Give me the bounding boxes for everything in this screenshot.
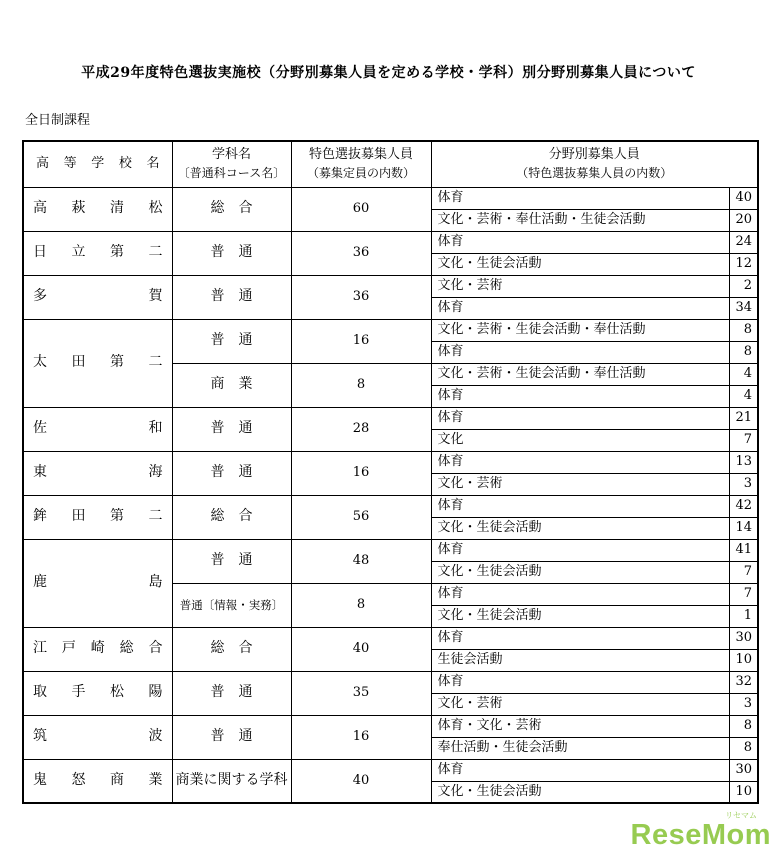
field-count-cell: 30 <box>729 759 758 781</box>
quota-cell: 60 <box>291 187 431 231</box>
resemom-logo-subtext: リセマム <box>725 811 757 820</box>
quota-cell: 35 <box>291 671 431 715</box>
field-count-cell: 4 <box>729 363 758 385</box>
header-field-line1: 分野別募集人員 <box>548 147 640 163</box>
field-name-cell: 体育 <box>431 627 729 649</box>
header-field-line2: （特色選抜募集人員の内数） <box>516 165 673 180</box>
field-name-cell: 生徒会活動 <box>431 649 729 671</box>
quota-cell: 16 <box>291 715 431 759</box>
dept-cell: 総 合 <box>172 187 291 231</box>
field-count-cell: 7 <box>729 561 758 583</box>
quota-cell: 56 <box>291 495 431 539</box>
dept-cell: 商 業 <box>172 363 291 407</box>
quota-cell: 36 <box>291 275 431 319</box>
field-name-cell: 体育 <box>431 495 729 517</box>
field-name-cell: 体育・文化・芸術 <box>431 715 729 737</box>
field-name-cell: 文化・芸術・生徒会活動・奉仕活動 <box>431 319 729 341</box>
dept-cell: 総 合 <box>172 495 291 539</box>
school-name-cell: 太 田 第 二 <box>23 319 172 407</box>
dept-cell: 普 通 <box>172 275 291 319</box>
field-name-cell: 体育 <box>431 539 729 561</box>
table-row <box>23 759 758 781</box>
table-row <box>23 451 758 473</box>
quota-cell: 8 <box>291 583 431 627</box>
field-name-cell: 文化・芸術 <box>431 693 729 715</box>
field-count-cell: 7 <box>729 583 758 605</box>
field-name-cell: 体育 <box>431 759 729 781</box>
field-name-cell: 文化・芸術・生徒会活動・奉仕活動 <box>431 363 729 385</box>
header-row <box>23 141 758 187</box>
table-header <box>23 141 758 187</box>
field-name-cell: 体育 <box>431 407 729 429</box>
field-count-cell: 42 <box>729 495 758 517</box>
school-name-cell: 江 戸 崎 総 合 <box>23 627 172 671</box>
school-name-cell: 多 賀 <box>23 275 172 319</box>
header-school <box>23 141 172 187</box>
field-name-cell: 文化 <box>431 429 729 451</box>
field-name-cell: 体育 <box>431 583 729 605</box>
field-name-cell: 文化・芸術・奉仕活動・生徒会活動 <box>431 209 729 231</box>
dept-cell: 普 通 <box>172 407 291 451</box>
field-name-cell: 文化・生徒会活動 <box>431 253 729 275</box>
table-row <box>23 539 758 561</box>
field-count-cell: 8 <box>729 319 758 341</box>
field-count-cell: 12 <box>729 253 758 275</box>
header-quota-line2: （募集定員の内数） <box>306 165 415 180</box>
field-count-cell: 21 <box>729 407 758 429</box>
dept-cell: 商業に関する学科 <box>172 759 291 803</box>
quota-cell: 36 <box>291 231 431 275</box>
table-row <box>23 715 758 737</box>
dept-cell: 普 通 <box>172 715 291 759</box>
field-name-cell: 文化・生徒会活動 <box>431 781 729 803</box>
field-count-cell: 3 <box>729 693 758 715</box>
table-row <box>23 407 758 429</box>
table-row <box>23 671 758 693</box>
field-name-cell: 文化・生徒会活動 <box>431 605 729 627</box>
table-row <box>23 319 758 341</box>
field-count-cell: 34 <box>729 297 758 319</box>
field-count-cell: 24 <box>729 231 758 253</box>
course-type-label: 全日制課程 <box>25 113 91 128</box>
quota-cell: 48 <box>291 539 431 583</box>
dept-cell: 普 通 <box>172 319 291 363</box>
recruitment-table <box>22 140 759 804</box>
table-row <box>23 187 758 209</box>
field-name-cell: 体育 <box>431 451 729 473</box>
quota-cell: 8 <box>291 363 431 407</box>
school-name-cell: 東 海 <box>23 451 172 495</box>
field-name-cell: 体育 <box>431 671 729 693</box>
field-name-cell: 文化・芸術 <box>431 473 729 495</box>
field-name-cell: 体育 <box>431 187 729 209</box>
field-count-cell: 13 <box>729 451 758 473</box>
dept-cell: 普 通 <box>172 231 291 275</box>
resemom-logo-text: ReseMom <box>630 819 771 851</box>
header-quota-line1: 特色選抜募集人員 <box>308 147 413 163</box>
field-count-cell: 10 <box>729 649 758 671</box>
school-name-cell: 鉾 田 第 二 <box>23 495 172 539</box>
field-name-cell: 体育 <box>431 231 729 253</box>
field-count-cell: 8 <box>729 715 758 737</box>
table-row <box>23 275 758 297</box>
quota-cell: 28 <box>291 407 431 451</box>
field-count-cell: 40 <box>729 187 758 209</box>
quota-cell: 40 <box>291 627 431 671</box>
dept-cell: 普 通 <box>172 451 291 495</box>
field-count-cell: 20 <box>729 209 758 231</box>
field-count-cell: 14 <box>729 517 758 539</box>
header-quota <box>291 141 431 187</box>
field-count-cell: 3 <box>729 473 758 495</box>
field-count-cell: 7 <box>729 429 758 451</box>
field-name-cell: 体育 <box>431 385 729 407</box>
dept-cell: 総 合 <box>172 627 291 671</box>
field-name-cell: 体育 <box>431 297 729 319</box>
field-count-cell: 8 <box>729 341 758 363</box>
dept-cell: 普通〔情報・実務〕 <box>172 583 291 627</box>
field-count-cell: 41 <box>729 539 758 561</box>
quota-cell: 16 <box>291 451 431 495</box>
field-name-cell: 奉仕活動・生徒会活動 <box>431 737 729 759</box>
header-dept <box>172 141 291 187</box>
header-dept-line2: 〔普通科コース名〕 <box>177 165 286 180</box>
quota-cell: 16 <box>291 319 431 363</box>
table-row <box>23 627 758 649</box>
field-name-cell: 体育 <box>431 341 729 363</box>
field-count-cell: 4 <box>729 385 758 407</box>
field-count-cell: 1 <box>729 605 758 627</box>
header-dept-line1: 学科名 <box>211 147 251 163</box>
field-name-cell: 文化・生徒会活動 <box>431 517 729 539</box>
table-row <box>23 231 758 253</box>
school-name-cell: 鹿 島 <box>23 539 172 627</box>
schools-tbody <box>23 187 758 803</box>
table-row <box>23 495 758 517</box>
dept-cell: 普 通 <box>172 539 291 583</box>
school-name-cell: 高 萩 清 松 <box>23 187 172 231</box>
dept-cell: 普 通 <box>172 671 291 715</box>
school-name-cell: 鬼 怒 商 業 <box>23 759 172 803</box>
quota-cell: 40 <box>291 759 431 803</box>
field-count-cell: 30 <box>729 627 758 649</box>
field-count-cell: 8 <box>729 737 758 759</box>
field-count-cell: 10 <box>729 781 758 803</box>
school-name-cell: 日 立 第 二 <box>23 231 172 275</box>
field-name-cell: 文化・芸術 <box>431 275 729 297</box>
school-name-cell: 取 手 松 陽 <box>23 671 172 715</box>
resemom-logo <box>631 812 772 850</box>
school-name-cell: 筑 波 <box>23 715 172 759</box>
field-name-cell: 文化・生徒会活動 <box>431 561 729 583</box>
field-count-cell: 2 <box>729 275 758 297</box>
field-count-cell: 32 <box>729 671 758 693</box>
page-title: 平成29年度特色選抜実施校（分野別募集人員を定める学校・学科）別分野別募集人員について <box>81 65 696 81</box>
school-name-cell: 佐 和 <box>23 407 172 451</box>
header-field <box>431 141 758 187</box>
header-school-label: 高 等 学 校 名 <box>36 155 160 171</box>
